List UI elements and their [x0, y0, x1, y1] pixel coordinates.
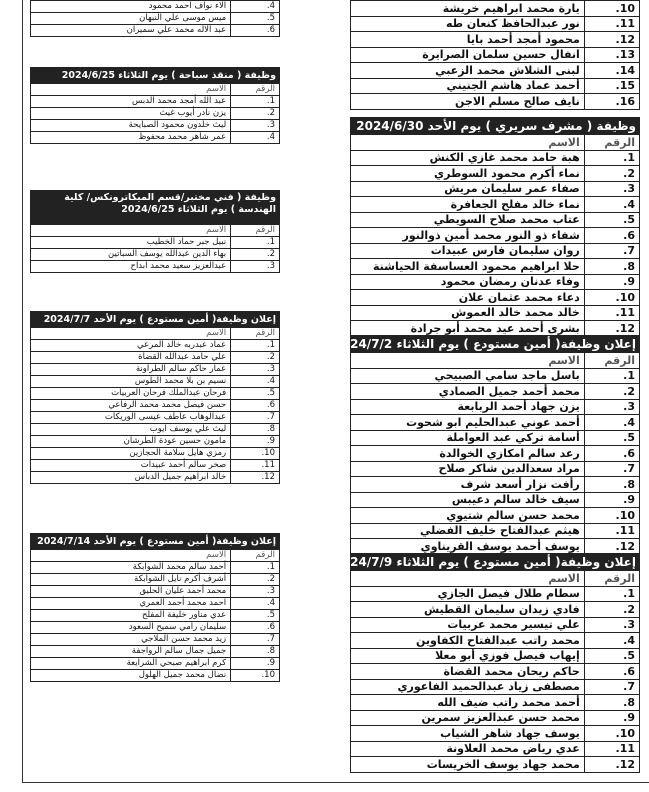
row-number: 14.	[584, 63, 639, 79]
row-number: 3.	[584, 399, 639, 415]
person-name: عمر شاهر محمد محفوظ	[31, 132, 231, 144]
person-name: رأفت نزار أسعد شرف	[351, 477, 585, 493]
table-row	[31, 634, 280, 646]
row-number: 7.	[231, 412, 280, 424]
row-number: 3.	[584, 181, 639, 197]
row-number: 4.	[231, 1, 280, 13]
table-row	[351, 197, 640, 213]
person-name: روان سليمان فارس عبيدات	[351, 243, 585, 259]
table-header-row	[31, 328, 280, 340]
row-number: 1.	[231, 96, 280, 108]
row-number: 4.	[231, 598, 280, 610]
table-row	[351, 710, 640, 726]
column-header-number: الرقم	[584, 135, 639, 151]
names-table	[350, 352, 640, 555]
person-name: هيثم عبدالفتاح خليف الفضلي	[351, 523, 585, 539]
row-number: 12.	[584, 757, 639, 773]
list-block	[30, 311, 280, 484]
table-row	[31, 586, 280, 598]
table-row	[351, 1, 640, 17]
person-name: عبد الاله محمد علي سميران	[31, 25, 231, 37]
table-row	[351, 305, 640, 321]
table-row	[351, 368, 640, 384]
table-row	[31, 364, 280, 376]
list-block	[350, 117, 640, 337]
names-table	[350, 0, 640, 110]
column-header-number: الرقم	[231, 84, 280, 96]
table-row	[31, 562, 280, 574]
table-row	[31, 424, 280, 436]
person-name: هبة حامد محمد غازي الكنش	[351, 150, 585, 166]
table-header-row	[31, 550, 280, 562]
row-number: 1.	[231, 562, 280, 574]
person-name: يزن جهاد أحمد الربابعة	[351, 399, 585, 415]
names-table	[30, 83, 280, 144]
table-row	[31, 472, 280, 484]
person-name: محمود أمجد أحمد بايا	[351, 32, 585, 48]
row-number: 12.	[584, 32, 639, 48]
person-name: عدي رياض محمد العلاونة	[351, 741, 585, 757]
section-title: إعلان وظيفة( أمين مستودع ) يوم الأحد 2024/7/7	[30, 311, 280, 327]
row-number: 9.	[231, 436, 280, 448]
row-number: 2.	[584, 384, 639, 400]
table-row	[351, 617, 640, 633]
row-number: 9.	[584, 492, 639, 508]
list-block	[333, 553, 640, 773]
person-name: نايف صالح مسلم الاجن	[351, 94, 585, 110]
person-name: محمد أحمد عليان الحليق	[31, 586, 231, 598]
table-header-row	[31, 84, 280, 96]
table-row	[351, 47, 640, 63]
table-row	[31, 340, 280, 352]
row-number: 12.	[584, 539, 639, 555]
person-name: يوسف أحمد يوسف القريناوي	[351, 539, 585, 555]
person-name: بهاء الدين عبدالله يوسف السباتين	[31, 249, 231, 261]
row-number: 1.	[231, 340, 280, 352]
row-number: 1.	[231, 237, 280, 249]
table-header-row	[351, 135, 640, 151]
column-header-number: الرقم	[231, 550, 280, 562]
table-row	[31, 388, 280, 400]
section-title: إعلان وظيفة( أمين مستودع ) يوم الثلاثاء 2024/7/9	[350, 553, 640, 570]
row-number: 7.	[584, 461, 639, 477]
row-number: 15.	[584, 78, 639, 94]
person-name: جميل جمال سالم الرواجفة	[31, 646, 231, 658]
column-header-number: الرقم	[231, 328, 280, 340]
table-row	[31, 412, 280, 424]
table-row	[351, 259, 640, 275]
list-block	[350, 0, 640, 110]
table-row	[351, 243, 640, 259]
person-name: عماد عبدربه خالد المرعي	[31, 340, 231, 352]
table-row	[351, 508, 640, 524]
list-block	[30, 0, 280, 37]
row-number: 10.	[231, 670, 280, 682]
person-name: يوسف جهاد شاهر الشياب	[351, 726, 585, 742]
row-number: 10.	[584, 726, 639, 742]
table-row	[351, 274, 640, 290]
table-row	[351, 150, 640, 166]
person-name: صخر سالم أحمد عبيدات	[31, 460, 231, 472]
table-row	[31, 108, 280, 120]
person-name: فادي زيدان سليمان القطيش	[351, 602, 585, 618]
row-number: 5.	[584, 430, 639, 446]
person-name: أسامة تركي عبد العواملة	[351, 430, 585, 446]
table-row	[351, 477, 640, 493]
section-title: إعلان وظيفة( أمين مستودع ) يوم الأحد 2024/7/14	[30, 533, 280, 549]
person-name: الاء نواف احمد محمود	[31, 1, 231, 13]
row-number: 5.	[584, 212, 639, 228]
person-name: عدي مناور خليفة المفلح	[31, 610, 231, 622]
person-name: زيد محمد حسن الملاجي	[31, 634, 231, 646]
names-table	[350, 134, 640, 337]
section-title: وظيفة ( فني مختبر/قسم الميكاترونكس/ كلية الهندسة ) يوم الثلاثاء 2024/6/25	[30, 190, 280, 224]
row-number: 2.	[231, 352, 280, 364]
row-number: 9.	[231, 658, 280, 670]
row-number: 2.	[231, 249, 280, 261]
person-name: يزن نادر أيوب غيث	[31, 108, 231, 120]
person-name: حاكم ريحان محمد القضاة	[351, 664, 585, 680]
table-row	[31, 400, 280, 412]
row-number: 3.	[231, 261, 280, 273]
table-row	[351, 32, 640, 48]
table-row	[31, 261, 280, 273]
row-number: 11.	[584, 305, 639, 321]
table-row	[31, 622, 280, 634]
person-name: انفال حسين سلمان الصرايرة	[351, 47, 585, 63]
row-number: 5.	[231, 13, 280, 25]
person-name: عمار حاكم سالم الطراونة	[31, 364, 231, 376]
person-name: مامون حسين عودة الطرشان	[31, 436, 231, 448]
person-name: علي تيسير محمد عربيات	[351, 617, 585, 633]
person-name: ليث خلدون محمود الصبايحة	[31, 120, 231, 132]
person-name: نور عبدالحافظ كنعان طه	[351, 16, 585, 32]
table-row	[351, 741, 640, 757]
table-row	[31, 670, 280, 682]
row-number: 11.	[584, 16, 639, 32]
table-row	[351, 492, 640, 508]
row-number: 3.	[231, 364, 280, 376]
row-number: 6.	[584, 664, 639, 680]
row-number: 8.	[584, 695, 639, 711]
table-row	[351, 446, 640, 462]
row-number: 2.	[231, 108, 280, 120]
row-number: 1.	[584, 150, 639, 166]
person-name: عبدالعزيز سعيد محمد ابداح	[31, 261, 231, 273]
row-number: 8.	[231, 424, 280, 436]
section-title: إعلان وظيفة( أمين مستودع ) يوم الثلاثاء 2024/7/2	[350, 335, 640, 352]
table-row	[31, 436, 280, 448]
person-name: محمد جهاد يوسف الخريسات	[351, 757, 585, 773]
table-row	[31, 574, 280, 586]
row-number: 2.	[584, 602, 639, 618]
row-number: 2.	[584, 166, 639, 182]
page-left-border	[22, 0, 23, 782]
names-table	[30, 327, 280, 484]
table-row	[31, 658, 280, 670]
table-row	[351, 228, 640, 244]
row-number: 10.	[584, 290, 639, 306]
row-number: 8.	[584, 259, 639, 275]
row-number: 6.	[231, 25, 280, 37]
table-row	[31, 460, 280, 472]
person-name: محمد راتب عبدالفتاح الكفاوين	[351, 633, 585, 649]
table-row	[31, 96, 280, 108]
person-name: شفاء ذو النور محمد أمين ذوالنور	[351, 228, 585, 244]
table-row	[31, 646, 280, 658]
names-table	[30, 0, 280, 37]
person-name: ميس موسى علي النبهان	[31, 13, 231, 25]
column-header-name: الاسم	[351, 571, 585, 587]
section-title: وظيفة ( منقذ سباحة ) يوم الثلاثاء 2024/6/25	[30, 67, 280, 83]
person-name: مصطفى زياد عبدالحميد الفاعوري	[351, 679, 585, 695]
table-row	[351, 166, 640, 182]
table-row	[31, 610, 280, 622]
row-number: 4.	[584, 633, 639, 649]
person-name: رعد سالم امكازي الخوالدة	[351, 446, 585, 462]
table-row	[31, 249, 280, 261]
person-name: نماء أكرم محمود السوطري	[351, 166, 585, 182]
row-number: 16.	[584, 94, 639, 110]
row-number: 10.	[584, 508, 639, 524]
table-row	[351, 539, 640, 555]
table-row	[351, 523, 640, 539]
column-header-number: الرقم	[584, 353, 639, 369]
table-header-row	[31, 225, 280, 237]
names-table	[30, 224, 280, 273]
table-row	[351, 290, 640, 306]
person-name: خالد محمد خالد العموش	[351, 305, 585, 321]
row-number: 7.	[584, 243, 639, 259]
person-name: عبد الله أمجد محمد الدبس	[31, 96, 231, 108]
table-row	[351, 399, 640, 415]
list-block	[30, 67, 280, 144]
column-header-name: الاسم	[31, 550, 231, 562]
column-header-name: الاسم	[31, 225, 231, 237]
table-row	[351, 321, 640, 337]
names-table	[350, 570, 640, 773]
row-number: 11.	[584, 741, 639, 757]
table-row	[31, 448, 280, 460]
row-number: 1.	[584, 368, 639, 384]
person-name: حلا ابراهيم محمود العساسفة الحياشنة	[351, 259, 585, 275]
row-number: 8.	[231, 646, 280, 658]
row-number: 6.	[231, 622, 280, 634]
row-number: 3.	[231, 120, 280, 132]
person-name: باسل ماجد سامي الصبيحي	[351, 368, 585, 384]
person-name: حسن فيصل محمد محمد الرفاعي	[31, 400, 231, 412]
table-row	[31, 352, 280, 364]
table-row	[351, 679, 640, 695]
table-row	[351, 648, 640, 664]
table-row	[31, 598, 280, 610]
table-row	[31, 1, 280, 13]
table-row	[351, 461, 640, 477]
page-bottom-border	[22, 782, 649, 783]
person-name: عبدالوهاب عاطف عيسى الوريكات	[31, 412, 231, 424]
person-name: مراد سعدالدين شاكر صلاح	[351, 461, 585, 477]
person-name: احمد محمد أحمد العمري	[31, 598, 231, 610]
row-number: 1.	[584, 586, 639, 602]
row-number: 4.	[584, 197, 639, 213]
row-number: 7.	[584, 679, 639, 695]
row-number: 7.	[231, 634, 280, 646]
person-name: علي حامد عبدالله القضاة	[31, 352, 231, 364]
table-row	[351, 695, 640, 711]
person-name: نبيل جبر حماد الخطيب	[31, 237, 231, 249]
person-name: صفاء عمر سليمان مريش	[351, 181, 585, 197]
person-name: لبنى الشلاش محمد الزعبي	[351, 63, 585, 79]
table-row	[351, 430, 640, 446]
person-name: أحمد سالم محمد الشوابكة	[31, 562, 231, 574]
person-name: محمد حسن عبدالعزيز سمرين	[351, 710, 585, 726]
table-row	[351, 415, 640, 431]
person-name: يارة محمد ابراهيم خريشة	[351, 1, 585, 17]
column-header-name: الاسم	[351, 135, 585, 151]
person-name: نسيم بن بلا محمد الطوس	[31, 376, 231, 388]
section-title: وظيفة ( مشرف سريري ) يوم الأحد 2024/6/30	[350, 117, 640, 134]
person-name: بشرى أحمد عيد محمد أبو جرادة	[351, 321, 585, 337]
row-number: 6.	[584, 228, 639, 244]
person-name: دعاء محمد عثمان علان	[351, 290, 585, 306]
table-row	[351, 586, 640, 602]
person-name: أشرف أكرم نايل الشوابكة	[31, 574, 231, 586]
person-name: سيف خالد سالم دعيبس	[351, 492, 585, 508]
person-name: أحمد محمد راتب ضيف الله	[351, 695, 585, 711]
person-name: محمد حسن سالم شتيوي	[351, 508, 585, 524]
row-number: 4.	[584, 415, 639, 431]
list-block	[30, 190, 280, 273]
row-number: 6.	[231, 400, 280, 412]
row-number: 9.	[584, 710, 639, 726]
person-name: وفاء عدنان رمضان محمود	[351, 274, 585, 290]
table-row	[31, 237, 280, 249]
row-number: 13.	[584, 47, 639, 63]
row-number: 5.	[584, 648, 639, 664]
row-number: 4.	[231, 132, 280, 144]
row-number: 5.	[231, 388, 280, 400]
person-name: سليمان رامي سميح السعود	[31, 622, 231, 634]
person-name: إيهاب فيصل فوزي أبو معلا	[351, 648, 585, 664]
column-header-number: الرقم	[231, 225, 280, 237]
table-row	[351, 757, 640, 773]
table-row	[31, 120, 280, 132]
table-header-row	[351, 353, 640, 369]
person-name: عتاب محمد صلاح السويطي	[351, 212, 585, 228]
table-row	[31, 132, 280, 144]
person-name: كرم ابراهيم صبحي الشرايعة	[31, 658, 231, 670]
row-number: 10.	[584, 1, 639, 17]
row-number: 5.	[231, 610, 280, 622]
table-row	[351, 633, 640, 649]
table-row	[351, 384, 640, 400]
person-name: أحمد عوني عبدالحليم ابو شحوت	[351, 415, 585, 431]
row-number: 11.	[231, 460, 280, 472]
row-number: 2.	[231, 574, 280, 586]
names-table	[30, 549, 280, 682]
row-number: 3.	[584, 617, 639, 633]
column-header-number: الرقم	[584, 571, 639, 587]
table-row	[31, 25, 280, 37]
table-row	[351, 212, 640, 228]
table-header-row	[351, 571, 640, 587]
row-number: 10.	[231, 448, 280, 460]
row-number: 12.	[231, 472, 280, 484]
table-row	[351, 664, 640, 680]
person-name: نضال محمد جميل الهلول	[31, 670, 231, 682]
table-row	[351, 16, 640, 32]
person-name: نماء خالد مفلح الجعافرة	[351, 197, 585, 213]
table-row	[31, 13, 280, 25]
row-number: 12.	[584, 321, 639, 337]
row-number: 4.	[231, 376, 280, 388]
table-row	[351, 181, 640, 197]
column-header-name: الاسم	[31, 328, 231, 340]
person-name: أحمد عماد هاشم الجنيني	[351, 78, 585, 94]
table-row	[351, 602, 640, 618]
person-name: خالد ابراهيم جميل الدباس	[31, 472, 231, 484]
table-row	[351, 94, 640, 110]
list-block	[333, 335, 640, 555]
person-name: فرحان عبدالملك فرحان العربيات	[31, 388, 231, 400]
person-name: محمد أحمد جميل الصمادي	[351, 384, 585, 400]
table-row	[31, 376, 280, 388]
person-name: رمزي هايل سلامة الحجازين	[31, 448, 231, 460]
row-number: 3.	[231, 586, 280, 598]
row-number: 11.	[584, 523, 639, 539]
person-name: ليث علي يوسف ايوب	[31, 424, 231, 436]
table-row	[351, 78, 640, 94]
list-block	[30, 533, 280, 682]
row-number: 6.	[584, 446, 639, 462]
row-number: 9.	[584, 274, 639, 290]
column-header-name: الاسم	[351, 353, 585, 369]
column-header-name: الاسم	[31, 84, 231, 96]
person-name: سطام طلال فيصل الجازي	[351, 586, 585, 602]
table-row	[351, 63, 640, 79]
table-row	[351, 726, 640, 742]
row-number: 8.	[584, 477, 639, 493]
